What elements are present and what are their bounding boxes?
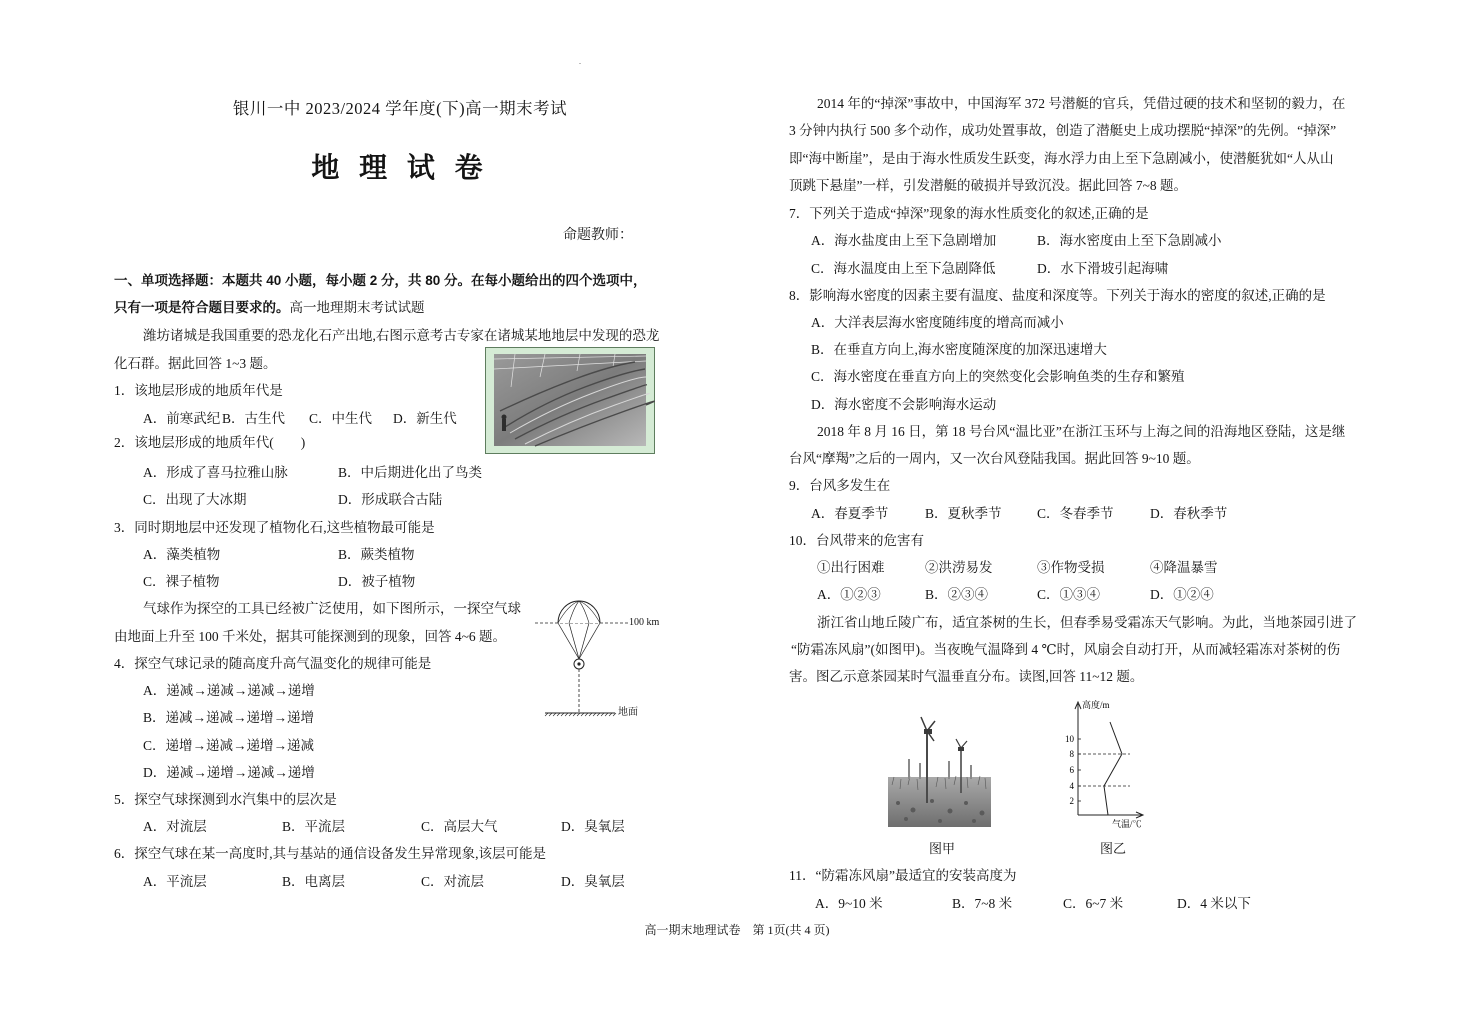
section-heading-bold: 只有一项是符合题目要求的。 xyxy=(114,300,290,315)
question-7-option-c: C．海水温度由上至下急剧降低 xyxy=(811,261,996,276)
top-mark: . xyxy=(579,57,581,66)
author-label: 命题教师： xyxy=(563,228,633,243)
y-tick-label: 4 xyxy=(1069,781,1074,791)
question-9-stem: 9．台风多发生在 xyxy=(789,478,891,493)
question-4-option-c: C．递增→递减→递增→递减 xyxy=(143,738,315,753)
passage-11-12-line: “防霜冻风扇”(如图甲)。当夜晚气温降到 4 ℃时，风扇会自动打开，从而减轻霜冻对茶树的伤 xyxy=(791,642,1341,657)
y-tick-label: 2 xyxy=(1069,796,1074,806)
passage-7-8-line: 即“海中断崖”，是由于海水性质发生跃变，海水浮力由上至下急剧减小，使潜艇犹如“人从山 xyxy=(789,151,1334,166)
question-10-option-a: A．①②③ xyxy=(817,587,881,602)
question-1-stem: 1．该地层形成的地质年代是 xyxy=(114,383,283,398)
question-5-option-d: D．臭氧层 xyxy=(561,819,625,834)
subject-title: 地 理 试 卷 xyxy=(311,152,489,183)
question-10-item: ②洪涝易发 xyxy=(925,560,993,575)
question-6-option-b: B．电离层 xyxy=(282,874,346,889)
question-5-stem: 5．探空气球探测到水汽集中的层次是 xyxy=(114,792,337,807)
question-9-option-b: B．夏秋季节 xyxy=(925,506,1002,521)
temperature-profile-line xyxy=(1104,722,1122,815)
question-7-stem: 7．下列关于造成“掉深”现象的海水性质变化的叙述,正确的是 xyxy=(789,206,1149,221)
passage-7-8-line: 顶跳下悬崖”一样，引发潜艇的破损并导致沉没。据此回答 7~8 题。 xyxy=(789,178,1188,193)
y-tick-label: 10 xyxy=(1065,734,1074,744)
question-9-option-a: A．春夏季节 xyxy=(811,506,889,521)
question-7-option-d: D．水下滑坡引起海啸 xyxy=(1037,261,1169,276)
exam-title: 银川一中 2023/2024 学年度(下)高一期末考试 xyxy=(232,99,568,118)
passage-7-8-line: 3 分钟内执行 500 多个动作，成功处置事故，创造了潜艇史上成功摆脱“掉深”的先例。“掉深” xyxy=(789,123,1337,138)
section-note: 高一地理期末考试试题 xyxy=(289,300,425,315)
dinosaur-fossil-photo xyxy=(485,347,655,454)
question-10-item: ④降温暴雪 xyxy=(1150,560,1218,575)
question-6-option-d: D．臭氧层 xyxy=(561,874,625,889)
question-6-stem: 6．探空气球在某一高度时,其与基站的通信设备发生异常现象,该层可能是 xyxy=(114,846,546,861)
page-footer: 高一期末地理试卷 第 1页(共 4 页) xyxy=(644,923,830,937)
question-3-option-c: C．裸子植物 xyxy=(143,574,220,589)
question-2-option-c: C．出现了大冰期 xyxy=(143,492,247,507)
question-1-option-d: D．新生代 xyxy=(393,411,457,426)
question-3-option-b: B．蕨类植物 xyxy=(338,547,415,562)
question-10-item: ③作物受损 xyxy=(1037,560,1105,575)
question-10-option-b: B．②③④ xyxy=(925,587,989,602)
question-8-option-a: A．大洋表层海水密度随纬度的增高而减小 xyxy=(811,315,1064,330)
section-heading-line2 xyxy=(114,300,425,316)
question-2-option-b: B．中后期进化出了鸟类 xyxy=(338,465,483,480)
balloon-ground-label: 地面 xyxy=(618,707,638,718)
question-4-option-d: D．递减→递增→递减→递增 xyxy=(143,765,315,780)
question-2-stem: 2．该地层形成的地质年代( ) xyxy=(114,435,306,450)
passage-1-3-line: 化石群。据此回答 1~3 题。 xyxy=(114,356,277,371)
question-10-option-d: D．①②④ xyxy=(1150,587,1214,602)
passage-9-10-line: 2018 年 8 月 16 日，第 18 号台风“温比亚”在浙江玉环与上海之间的沿海地区登陆，这是继 xyxy=(817,424,1346,439)
question-6-option-c: C．对流层 xyxy=(421,874,485,889)
passage-11-12-line: 害。图乙示意茶园某时气温垂直分布。读图,回答 11~12 题。 xyxy=(789,669,1144,684)
question-6-option-a: A．平流层 xyxy=(143,874,207,889)
figure-b-caption: 图乙 xyxy=(1100,841,1127,856)
question-3-option-d: D．被子植物 xyxy=(338,574,416,589)
question-8-option-c: C．海水密度在垂直方向上的突然变化会影响鱼类的生存和繁殖 xyxy=(811,369,1185,384)
question-1-option-c: C．中生代 xyxy=(309,411,373,426)
y-tick-label: 6 xyxy=(1069,765,1074,775)
sounding-balloon-diagram xyxy=(530,597,630,722)
balloon-altitude-label: 100 km xyxy=(629,617,660,628)
question-7-option-a: A．海水盐度由上至下急剧增加 xyxy=(811,233,997,248)
question-9-option-c: C．冬春季节 xyxy=(1037,506,1114,521)
question-4-stem: 4．探空气球记录的随高度升高气温变化的规律可能是 xyxy=(114,656,432,671)
passage-4-6-line: 由地面上升至 100 千米处，据其可能探测到的现象，回答 4~6 题。 xyxy=(114,629,507,644)
question-3-option-a: A．藻类植物 xyxy=(143,547,221,562)
question-8-option-b: B．在垂直方向上,海水密度随深度的加深迅速增大 xyxy=(811,342,1107,357)
question-5-option-b: B．平流层 xyxy=(282,819,346,834)
frost-fan-photo xyxy=(888,715,991,827)
passage-7-8-line: 2014 年的“掉深”事故中，中国海军 372 号潜艇的官兵，凭借过硬的技术和坚韧的毅力，在 xyxy=(817,96,1346,111)
question-5-option-c: C．高层大气 xyxy=(421,819,498,834)
question-10-item: ①出行困难 xyxy=(817,560,885,575)
question-4-option-b: B．递减→递减→递增→递增 xyxy=(143,710,315,725)
question-11-option-d: D．4 米以下 xyxy=(1177,896,1251,911)
question-2-option-a: A．形成了喜马拉雅山脉 xyxy=(143,465,288,480)
question-11-option-a: A．9~10 米 xyxy=(815,896,883,911)
question-5-option-a: A．对流层 xyxy=(143,819,207,834)
x-axis-label: 气温/℃ xyxy=(1112,819,1142,829)
question-8-stem: 8．影响海水密度的因素主要有温度、盐度和深度等。下列关于海水的密度的叙述,正确的是 xyxy=(789,288,1326,303)
question-2-option-d: D．形成联合古陆 xyxy=(338,492,443,507)
question-10-option-c: C．①③④ xyxy=(1037,587,1101,602)
question-9-option-d: D．春秋季节 xyxy=(1150,506,1228,521)
question-11-option-b: B．7~8 米 xyxy=(952,896,1013,911)
question-11-stem: 11．“防霜冻风扇”最适宜的安装高度为 xyxy=(789,868,1017,883)
section-heading: 一、单项选择题：本题共 40 小题，每小题 2 分，共 80 分。在每小题给出的四个选项中， xyxy=(114,273,647,288)
question-3-stem: 3．同时期地层中还发现了植物化石,这些植物最可能是 xyxy=(114,520,435,535)
question-11-option-c: C．6~7 米 xyxy=(1063,896,1124,911)
passage-9-10-line: 台风“摩羯”之后的一周内，又一次台风登陆我国。据此回答 9~10 题。 xyxy=(789,451,1200,466)
question-4-option-a: A．递减→递减→递减→递增 xyxy=(143,683,315,698)
y-axis-label: 高度/m xyxy=(1082,700,1110,710)
passage-1-3-line: 潍坊诸城是我国重要的恐龙化石产出地,右图示意考古专家在诸城某地地层中发现的恐龙 xyxy=(143,328,660,343)
y-tick-label: 8 xyxy=(1069,749,1074,759)
question-8-option-d: D．海水密度不会影响海水运动 xyxy=(811,397,997,412)
question-1-option-a: A．前寒武纪 xyxy=(143,411,221,426)
question-10-stem: 10．台风带来的危害有 xyxy=(789,533,924,548)
temperature-profile-diagram xyxy=(1058,696,1153,833)
passage-11-12-line: 浙江省山地丘陵广布，适宜茶树的生长，但春季易受霜冻天气影响。为此，当地茶园引进了 xyxy=(817,615,1357,630)
figure-a-caption: 图甲 xyxy=(929,841,956,856)
question-7-option-b: B．海水密度由上至下急剧减小 xyxy=(1037,233,1222,248)
passage-4-6-line: 气球作为探空的工具已经被广泛使用，如下图所示，一探空气球 xyxy=(143,601,521,616)
question-1-option-b: B．古生代 xyxy=(222,411,286,426)
